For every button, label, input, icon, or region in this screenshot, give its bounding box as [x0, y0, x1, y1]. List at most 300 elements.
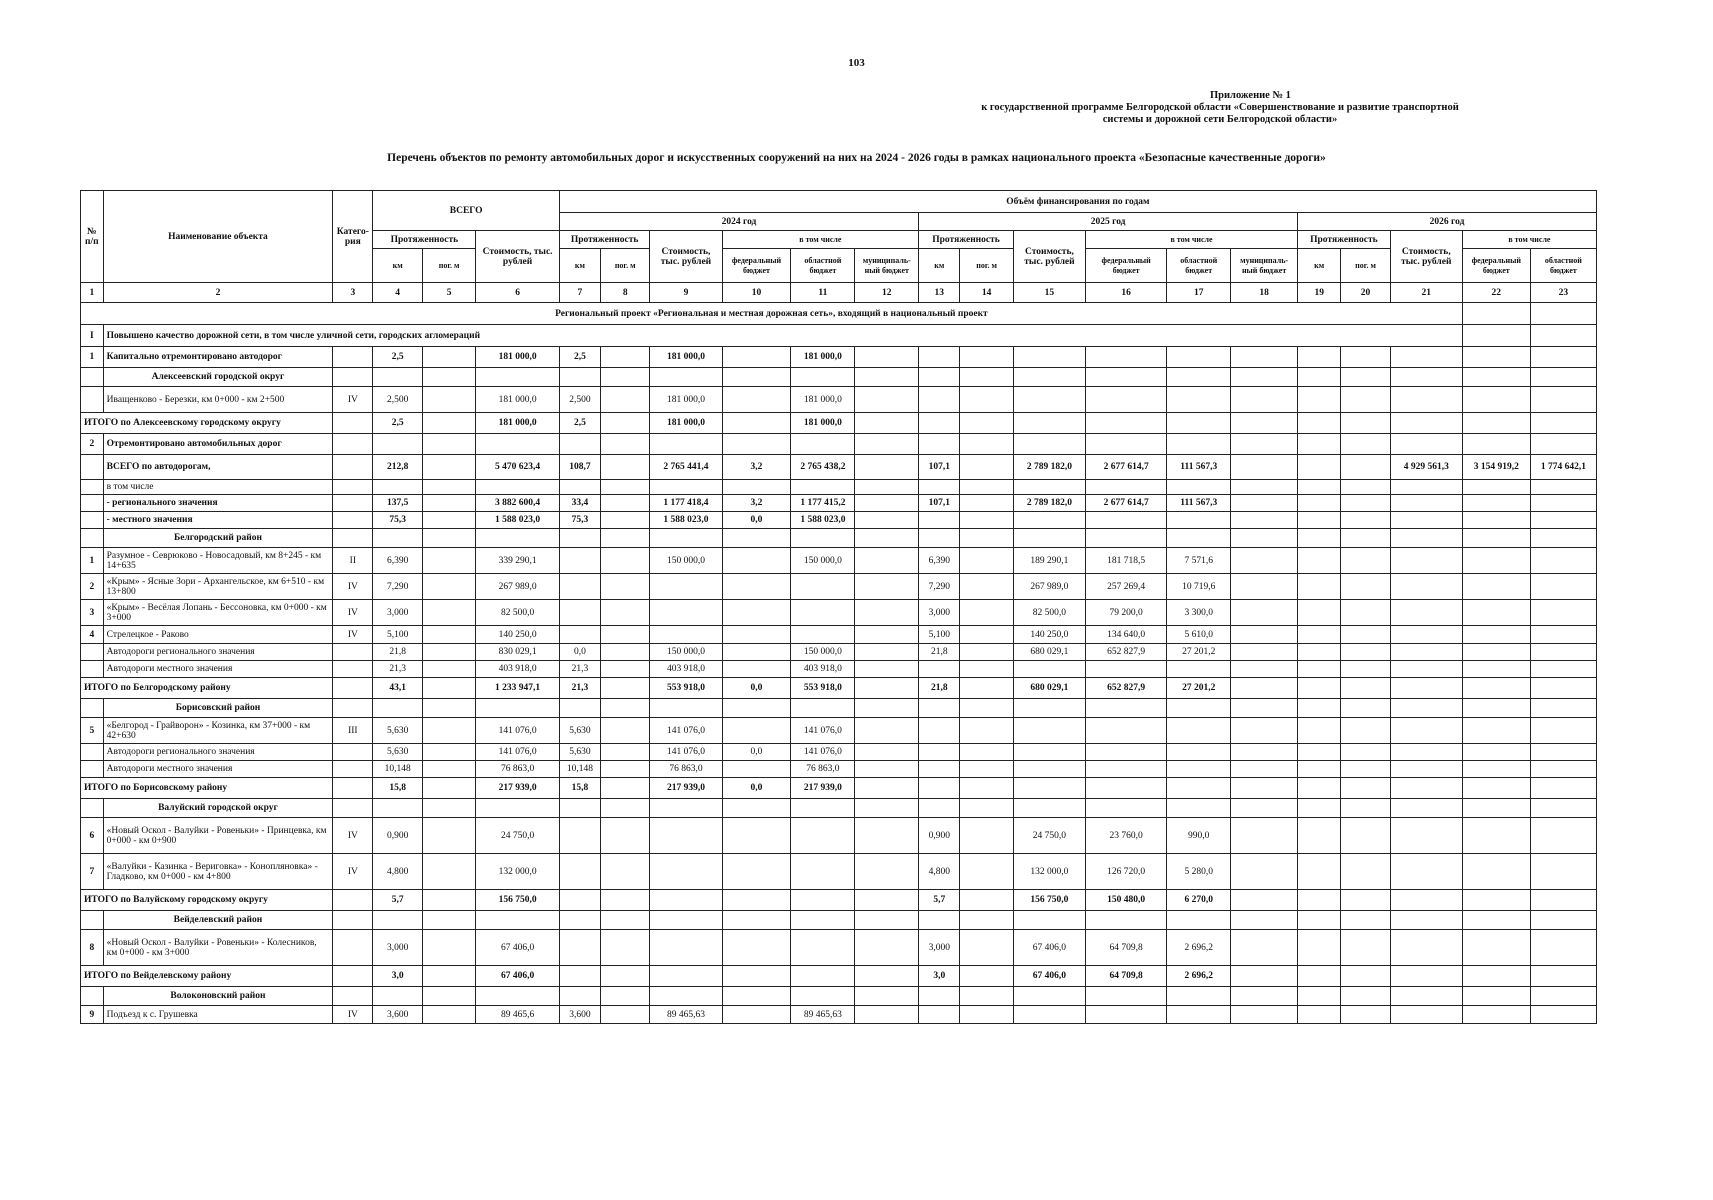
cell — [1530, 325, 1596, 347]
category-cell — [333, 744, 373, 761]
cell-value — [855, 818, 919, 854]
cell-value — [601, 1006, 650, 1024]
cell — [1013, 699, 1085, 718]
object-name: - местного значения — [103, 512, 333, 529]
cell — [650, 911, 722, 930]
cell-value — [559, 818, 600, 854]
column-number: 13 — [919, 283, 960, 303]
cell-value: 1 588 023,0 — [476, 512, 559, 529]
row-num: 6 — [81, 818, 104, 854]
appendix-line-1: Приложение № 1 — [1210, 90, 1291, 101]
cell-value — [1530, 387, 1596, 413]
cell-value — [1341, 744, 1390, 761]
cell-value: 2,5 — [559, 347, 600, 368]
total-label: ИТОГО по Алексеевскому городскому округу — [81, 413, 333, 434]
cell — [1298, 987, 1341, 1006]
cell — [476, 699, 559, 718]
object-name: Автодороги регионального значения — [103, 644, 333, 661]
cell-value: 652 827,9 — [1085, 678, 1166, 699]
cell-value — [1462, 480, 1530, 495]
cell-value — [1341, 548, 1390, 574]
cell-value — [919, 434, 960, 455]
cell-value — [1013, 387, 1085, 413]
column-number: 22 — [1462, 283, 1530, 303]
cell-value — [1231, 718, 1298, 744]
cell — [1167, 529, 1231, 548]
cell-value — [650, 480, 722, 495]
row-num — [81, 644, 104, 661]
cell-value — [422, 1006, 476, 1024]
cell-value: 107,1 — [919, 495, 960, 512]
cell — [1390, 368, 1462, 387]
cell-value — [1390, 387, 1462, 413]
cell-value: 403 918,0 — [476, 661, 559, 678]
object-name: Стрелецкое - Раково — [103, 626, 333, 644]
category-cell — [333, 644, 373, 661]
cell-value — [1341, 480, 1390, 495]
table-row — [81, 600, 1597, 626]
objects-table — [80, 190, 1597, 1024]
cell-value — [333, 890, 373, 911]
cell — [1390, 987, 1462, 1006]
category-cell: II — [333, 548, 373, 574]
cell-value — [1298, 480, 1341, 495]
row-num — [81, 387, 104, 413]
header-km: км — [559, 249, 600, 283]
cell-value — [650, 890, 722, 911]
cell-value — [855, 930, 919, 966]
cell-value: 652 827,9 — [1085, 644, 1166, 661]
cell-value — [1013, 413, 1085, 434]
cell-value — [1298, 778, 1341, 799]
cell-value — [722, 387, 791, 413]
table-row — [81, 626, 1597, 644]
cell — [1341, 987, 1390, 1006]
cell-value — [1013, 744, 1085, 761]
cell-value — [650, 626, 722, 644]
cell-value — [333, 678, 373, 699]
row-num: 1 — [81, 347, 104, 368]
cell-value — [1298, 455, 1341, 480]
cell-value — [1167, 347, 1231, 368]
row-num: I — [81, 325, 104, 347]
cell-value: 181 000,0 — [791, 387, 855, 413]
cell-value: 21,3 — [559, 661, 600, 678]
header-pm: пог. м — [601, 249, 650, 283]
cell-value — [1231, 930, 1298, 966]
header-km: км — [1298, 249, 1341, 283]
cell — [960, 368, 1014, 387]
cell-value — [1298, 512, 1341, 529]
cell-value: 7,290 — [373, 574, 422, 600]
cell-value: 132 000,0 — [476, 854, 559, 890]
cell-value — [1167, 1006, 1231, 1024]
object-name: «Новый Оскол - Валуйки - Ровеньки» - Принцевка, км 0+000 - км 0+900 — [103, 818, 333, 854]
cell-value: 680 029,1 — [1013, 644, 1085, 661]
cell — [855, 911, 919, 930]
cell-value: 111 567,3 — [1167, 495, 1231, 512]
cell — [1530, 799, 1596, 818]
cell-value — [960, 347, 1014, 368]
header-cost: Стоимость, тыс. рублей — [1013, 231, 1085, 283]
cell-value — [722, 600, 791, 626]
cell-value — [1167, 761, 1231, 778]
cell-value — [1462, 966, 1530, 987]
cell-value — [422, 347, 476, 368]
cell-value — [1085, 744, 1166, 761]
header-federal: федеральный бюджет — [1085, 249, 1166, 283]
cell-value — [919, 413, 960, 434]
cell-value — [1013, 512, 1085, 529]
cell-value — [1167, 413, 1231, 434]
cell-value — [422, 455, 476, 480]
cell-value: 5,630 — [559, 744, 600, 761]
cell-value: 2 765 441,4 — [650, 455, 722, 480]
cell-value — [1167, 434, 1231, 455]
cell-value: 64 709,8 — [1085, 966, 1166, 987]
column-number: 11 — [791, 283, 855, 303]
cell-value — [1298, 548, 1341, 574]
cell-value — [1390, 744, 1462, 761]
cell — [919, 529, 960, 548]
object-name: ВСЕГО по автодорогам, — [103, 455, 333, 480]
cell — [373, 911, 422, 930]
cell-value: 82 500,0 — [476, 600, 559, 626]
header-length: Протяженность — [559, 231, 650, 249]
cell-value — [333, 966, 373, 987]
cell-value — [855, 387, 919, 413]
cell — [791, 368, 855, 387]
cell-value: 6,390 — [373, 548, 422, 574]
cell — [1013, 799, 1085, 818]
cell-value: 7 571,6 — [1167, 548, 1231, 574]
cell — [1462, 529, 1530, 548]
cell-value — [1341, 434, 1390, 455]
cell-value: 181 000,0 — [791, 347, 855, 368]
cell-value — [1231, 1006, 1298, 1024]
appendix-line-2: к государственной программе Белгородской области «Совершенствование и развитие транспортной — [981, 102, 1459, 113]
category-cell: IV — [333, 626, 373, 644]
column-number: 9 — [650, 283, 722, 303]
cell-value: 3,000 — [373, 600, 422, 626]
district-title: Белгородский район — [103, 529, 333, 548]
cell-value — [1231, 512, 1298, 529]
column-number: 21 — [1390, 283, 1462, 303]
object-name: Отремонтировано автомобильных дорог — [103, 434, 333, 455]
cell-value — [1231, 761, 1298, 778]
cell-value: 3,000 — [919, 600, 960, 626]
cell-value — [1298, 600, 1341, 626]
cell-value — [422, 778, 476, 799]
cell-value — [1231, 890, 1298, 911]
cell — [855, 699, 919, 718]
cell-value — [722, 413, 791, 434]
cell-value — [919, 744, 960, 761]
cell-value — [1298, 678, 1341, 699]
column-number: 15 — [1013, 283, 1085, 303]
cell-value — [601, 930, 650, 966]
cell — [960, 987, 1014, 1006]
row-num: 3 — [81, 600, 104, 626]
cell-value: 67 406,0 — [476, 930, 559, 966]
header-total: ВСЕГО — [373, 191, 559, 231]
total-label: ИТОГО по Валуйскому городскому округу — [81, 890, 333, 911]
cell-value — [1167, 480, 1231, 495]
cell-value: 1 233 947,1 — [476, 678, 559, 699]
cell-value — [1298, 930, 1341, 966]
cell-value: 141 076,0 — [476, 718, 559, 744]
cell-value: 2 696,2 — [1167, 930, 1231, 966]
cell-value — [1462, 1006, 1530, 1024]
cell-value: 189 290,1 — [1013, 548, 1085, 574]
cell-value — [1390, 818, 1462, 854]
cell-value — [601, 778, 650, 799]
cell-value — [476, 480, 559, 495]
cell-value: 150 480,0 — [1085, 890, 1166, 911]
cell — [1085, 987, 1166, 1006]
cell-value: 5,630 — [559, 718, 600, 744]
cell-value — [960, 1006, 1014, 1024]
cell — [1167, 911, 1231, 930]
cell-value: 75,3 — [373, 512, 422, 529]
cell — [1390, 699, 1462, 718]
cell-value — [422, 600, 476, 626]
cell-value — [601, 512, 650, 529]
object-name: «Крым» - Ясные Зори - Архангельское, км 6+510 - км 13+800 — [103, 574, 333, 600]
cell — [1085, 699, 1166, 718]
cell — [1085, 911, 1166, 930]
cell-value: 23 760,0 — [1085, 818, 1166, 854]
table-row — [81, 1006, 1597, 1024]
cell-value — [1462, 744, 1530, 761]
row-num — [81, 368, 104, 387]
cell-value — [476, 434, 559, 455]
header-cost: Стоимость, тыс. рублей — [650, 231, 722, 283]
header-pm: пог. м — [960, 249, 1014, 283]
cell-value — [1462, 495, 1530, 512]
cell-value: 257 269,4 — [1085, 574, 1166, 600]
cell-value — [722, 1006, 791, 1024]
cell-value — [1341, 512, 1390, 529]
object-name: Разумное - Севрюково - Новосадовый, км 8+245 - км 14+635 — [103, 548, 333, 574]
cell-value — [855, 661, 919, 678]
cell — [476, 799, 559, 818]
table-row — [81, 325, 1597, 347]
cell-value: 126 720,0 — [1085, 854, 1166, 890]
cell-value — [1167, 744, 1231, 761]
cell-value — [1013, 434, 1085, 455]
header-category: Катего-рия — [333, 191, 373, 283]
cell-value — [919, 1006, 960, 1024]
table-row — [81, 818, 1597, 854]
table-row — [81, 661, 1597, 678]
district-title: Валуйский городской округ — [103, 799, 333, 818]
header-length: Протяженность — [1298, 231, 1391, 249]
cell — [601, 987, 650, 1006]
cell-value — [1085, 512, 1166, 529]
cell-value — [1341, 778, 1390, 799]
category-cell — [333, 434, 373, 455]
cell-value — [1167, 718, 1231, 744]
cell-value — [960, 480, 1014, 495]
cell-value: 2 789 182,0 — [1013, 495, 1085, 512]
cell — [1231, 987, 1298, 1006]
cell-value — [1390, 1006, 1462, 1024]
cell-value: 2,500 — [373, 387, 422, 413]
cell-value — [1013, 1006, 1085, 1024]
cell-value: 3,600 — [373, 1006, 422, 1024]
cell-value: 403 918,0 — [650, 661, 722, 678]
cell-value — [1530, 512, 1596, 529]
cell-value — [1530, 678, 1596, 699]
cell-value — [855, 626, 919, 644]
cell-value: 0,900 — [919, 818, 960, 854]
cell-value — [1298, 854, 1341, 890]
header-regional: областной бюджет — [791, 249, 855, 283]
object-name: в том числе — [103, 480, 333, 495]
header-length: Протяженность — [919, 231, 1014, 249]
cell-value: 5,630 — [373, 718, 422, 744]
cell-value: 181 718,5 — [1085, 548, 1166, 574]
cell — [1167, 799, 1231, 818]
cell — [373, 799, 422, 818]
cell-value: 4,800 — [373, 854, 422, 890]
table-row — [81, 574, 1597, 600]
cell-value — [960, 890, 1014, 911]
cell-value: 0,900 — [373, 818, 422, 854]
cell — [791, 799, 855, 818]
column-number: 5 — [422, 283, 476, 303]
cell-value: 2,500 — [559, 387, 600, 413]
cell — [919, 987, 960, 1006]
cell-value — [1298, 966, 1341, 987]
cell — [1462, 799, 1530, 818]
cell-value — [791, 890, 855, 911]
cell-value — [722, 574, 791, 600]
cell-value — [919, 761, 960, 778]
cell-value: 2 696,2 — [1167, 966, 1231, 987]
cell-value — [1341, 626, 1390, 644]
cell-value: 140 250,0 — [1013, 626, 1085, 644]
cell-value: 137,5 — [373, 495, 422, 512]
cell-value: 141 076,0 — [476, 744, 559, 761]
cell-value — [919, 778, 960, 799]
cell-value — [1390, 626, 1462, 644]
cell-value — [1462, 434, 1530, 455]
cell-value — [1231, 818, 1298, 854]
cell-value — [1390, 644, 1462, 661]
cell-value: 2 677 614,7 — [1085, 495, 1166, 512]
cell-value: 181 000,0 — [791, 413, 855, 434]
cell-value — [1231, 434, 1298, 455]
cell-value — [601, 455, 650, 480]
cell-value — [601, 548, 650, 574]
cell-value — [960, 778, 1014, 799]
category-cell — [333, 347, 373, 368]
cell-value: 76 863,0 — [476, 761, 559, 778]
district-title: Вейделевский район — [103, 911, 333, 930]
category-cell: IV — [333, 387, 373, 413]
cell — [650, 529, 722, 548]
appendix-note — [940, 90, 1500, 126]
row-num: 2 — [81, 434, 104, 455]
cell-value — [1298, 387, 1341, 413]
cell — [855, 799, 919, 818]
cell-value — [1530, 930, 1596, 966]
cell-value — [1530, 480, 1596, 495]
cell-value — [1341, 387, 1390, 413]
cell-value: 111 567,3 — [1167, 455, 1231, 480]
cell-value — [960, 548, 1014, 574]
cell-value: 21,3 — [559, 678, 600, 699]
cell-value — [1231, 744, 1298, 761]
cell-value — [601, 818, 650, 854]
cell-value — [855, 574, 919, 600]
cell — [333, 799, 373, 818]
cell-value — [1390, 512, 1462, 529]
cell-value — [1167, 512, 1231, 529]
cell-value: 79 200,0 — [1085, 600, 1166, 626]
cell-value — [1530, 548, 1596, 574]
category-cell — [333, 930, 373, 966]
cell-value — [1341, 890, 1390, 911]
header-federal: федеральный бюджет — [722, 249, 791, 283]
category-cell — [333, 495, 373, 512]
cell — [791, 529, 855, 548]
table-row — [81, 495, 1597, 512]
cell-value — [1298, 574, 1341, 600]
cell-value: 267 989,0 — [476, 574, 559, 600]
cell-value — [1231, 574, 1298, 600]
object-name: Капитально отремонтировано автодорог — [103, 347, 333, 368]
cell — [476, 368, 559, 387]
cell-value — [855, 718, 919, 744]
cell — [1390, 799, 1462, 818]
cell-value — [1530, 574, 1596, 600]
row-num: 8 — [81, 930, 104, 966]
cell-value: 5,630 — [373, 744, 422, 761]
cell-value — [601, 600, 650, 626]
cell-value: 67 406,0 — [1013, 966, 1085, 987]
cell-value — [960, 678, 1014, 699]
cell-value — [791, 434, 855, 455]
cell-value: 3 882 600,4 — [476, 495, 559, 512]
cell-value: 150 000,0 — [791, 548, 855, 574]
cell-value — [422, 480, 476, 495]
cell-value — [422, 644, 476, 661]
cell-value: 830 029,1 — [476, 644, 559, 661]
cell-value — [855, 548, 919, 574]
cell-value: 4,800 — [919, 854, 960, 890]
cell — [476, 529, 559, 548]
column-number: 14 — [960, 283, 1014, 303]
cell-value — [1390, 966, 1462, 987]
cell — [1298, 799, 1341, 818]
cell-value: 156 750,0 — [476, 890, 559, 911]
cell — [422, 529, 476, 548]
cell-value: 1 588 023,0 — [650, 512, 722, 529]
cell — [855, 368, 919, 387]
object-name: Подъезд к с. Грушевка — [103, 1006, 333, 1024]
column-numbers-row — [81, 283, 1597, 303]
cell-value: 67 406,0 — [476, 966, 559, 987]
cell-value: 2,5 — [373, 347, 422, 368]
cell-value — [559, 548, 600, 574]
cell-value — [1530, 761, 1596, 778]
cell-value: 1 177 415,2 — [791, 495, 855, 512]
category-cell — [333, 512, 373, 529]
cell-value — [960, 512, 1014, 529]
